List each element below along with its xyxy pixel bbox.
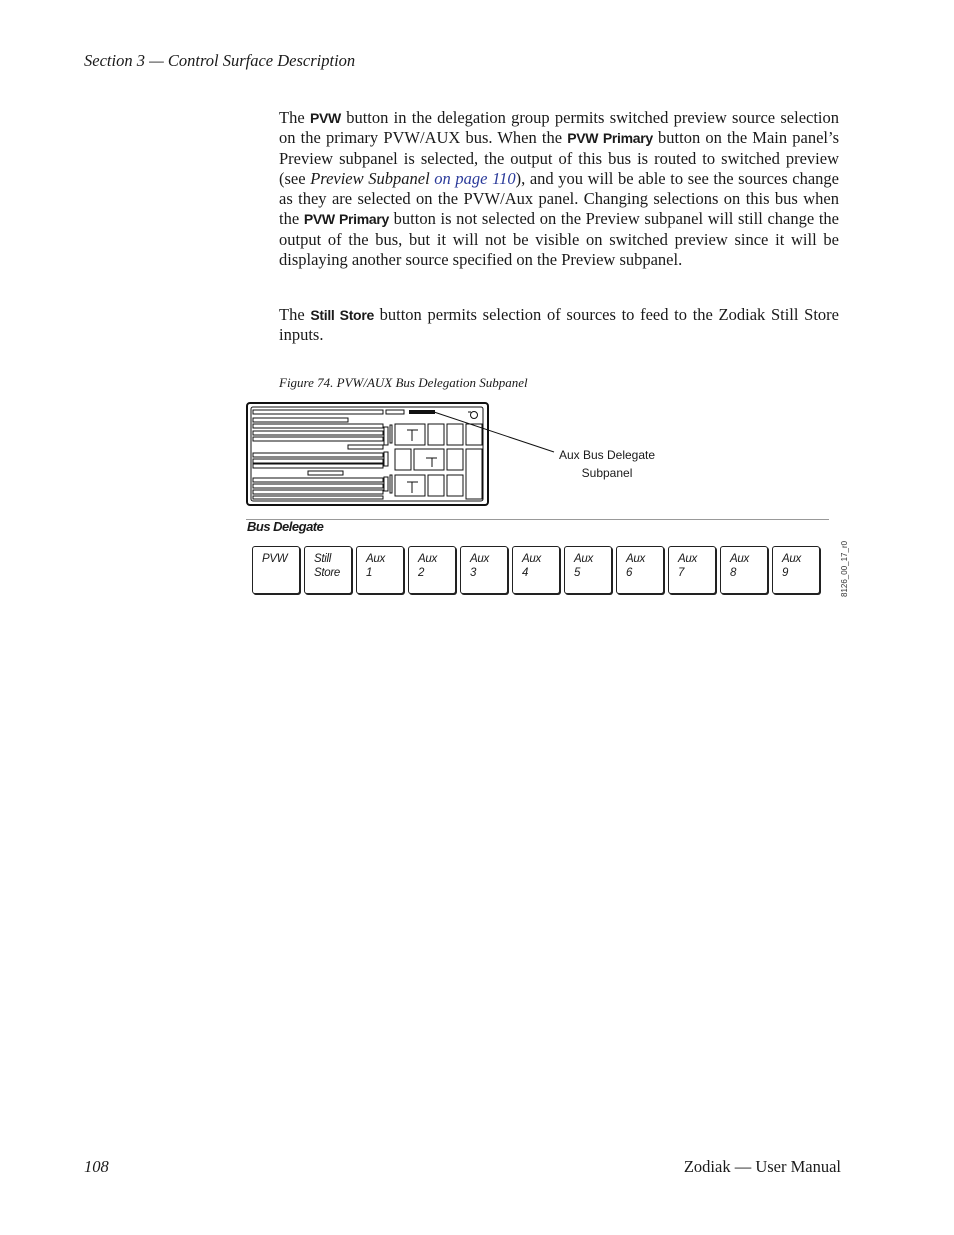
text-run: ), and you will be able to see the sources change as they are selected on the PVW/Aux panel. Changing selections on this bus when the [279, 168, 839, 229]
button-label: Aux 8 [730, 553, 749, 579]
ui-term-pvw-primary: PVW Primary [303, 211, 389, 228]
group-divider [246, 519, 829, 520]
bus-delegate-button-3[interactable] [356, 546, 404, 594]
button-label: Aux 9 [782, 553, 801, 579]
paragraph-pvw-button [279, 108, 839, 270]
button-label: Aux 6 [626, 553, 645, 579]
bus-delegate-title: Bus Delegate [247, 519, 324, 534]
callout-label: Aux Bus Delegate Subpanel [558, 448, 656, 480]
bus-delegate-button-10[interactable] [720, 546, 768, 594]
button-label: Aux 3 [470, 553, 489, 579]
page-number: 108 [84, 1157, 109, 1176]
text-run: button is not selected on the Preview subpanel will still change the output of the bus, but it will not be visible on switched preview since it will be displaying another source specified on the Preview subpanel. [279, 209, 840, 270]
xref-title[interactable]: Preview Subpanel [310, 168, 430, 188]
text-run: button in the delegation group permits switched preview source selection on the primary PVW/AUX bus. When the [279, 108, 840, 148]
text-run: button permits selection of sources to feed to the Zodiak Still Store inputs. [279, 305, 839, 345]
xref-page-link[interactable]: on page 110 [429, 168, 516, 188]
ui-term-still-store: Still Store [310, 307, 374, 323]
text-run: The [279, 108, 310, 127]
button-label: Aux 1 [366, 553, 385, 579]
bus-delegate-button-11[interactable] [772, 546, 820, 594]
button-label: Aux 2 [418, 553, 437, 579]
button-label: PVW [262, 553, 288, 565]
button-label: Aux 5 [574, 553, 593, 579]
button-label: Aux 4 [522, 553, 541, 579]
bus-delegate-button-4[interactable] [408, 546, 456, 594]
text-run: The [279, 305, 311, 324]
bus-delegate-button-8[interactable] [616, 546, 664, 594]
bus-delegate-button-2[interactable] [304, 546, 352, 594]
drawing-id-text: 8126_00_17_r0 [840, 540, 849, 597]
button-label: Aux 7 [678, 553, 697, 579]
running-header: Section 3 — Control Surface Description [84, 51, 356, 70]
bus-delegate-button-1[interactable] [252, 546, 300, 594]
bus-delegate-button-6[interactable] [512, 546, 560, 594]
text-run: button on the Main panel’s Preview subpanel is selected, the output of this bus is routed to switched preview (see [279, 128, 839, 188]
running-footer: Zodiak — User Manual [683, 1157, 841, 1176]
bus-delegate-button-row [252, 546, 824, 596]
drawing-id [826, 537, 849, 599]
paragraph-still-store-button [279, 305, 839, 346]
aux-bus-delegate-highlight [409, 410, 435, 414]
bus-delegate-button-5[interactable] [460, 546, 508, 594]
bus-delegate-button-7[interactable] [564, 546, 612, 594]
control-panel-diagram [246, 402, 556, 508]
ui-term-pvw-primary: PVW Primary [567, 130, 653, 147]
button-label: Still Store [314, 553, 340, 579]
figure-caption: Figure 74. PVW/AUX Bus Delegation Subpanel [279, 375, 528, 390]
bus-delegate-button-9[interactable] [668, 546, 716, 594]
ui-term-pvw: PVW [309, 110, 341, 126]
